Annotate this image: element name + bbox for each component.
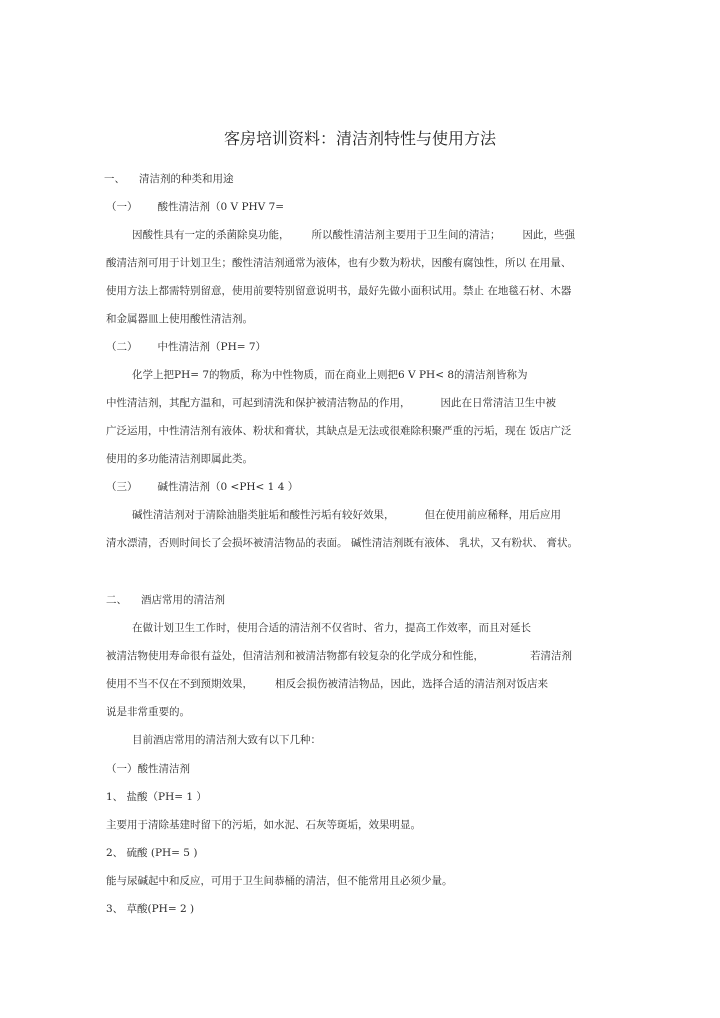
- item2-desc: 能与尿碱起中和反应，可用于卫生间恭桶的清洁，但不能常用且必须少量。: [106, 875, 453, 887]
- section1-heading-num: 一、: [104, 173, 125, 185]
- sub1-para-line2: 酸清洁剂可用于计划卫生；酸性清洁剂通常为液体，也有少数为粉状，因酸有腐蚀性，所以 在用量、: [106, 257, 572, 269]
- sub1-title: 酸性清洁剂（0 V PHV 7=: [157, 201, 285, 213]
- sub3-p1a: 碱性清洁剂对于清除油脂类脏垢和酸性污垢有较好效果，: [132, 509, 395, 521]
- sub3-p1b: 但在使用前应稀释，用后应用: [424, 509, 561, 521]
- section2-p2b: 若清洁剂: [530, 650, 572, 662]
- sub3-para-line2: 清水漂清，否则时间长了会损坏被清洁物品的表面。 碱性清洁剂既有液体、 乳状，又有粉状、 膏状。: [106, 537, 579, 549]
- sub3-para-line1: [132, 508, 561, 522]
- section2-para-line4: 说是非常重要的。: [106, 706, 190, 718]
- sub2-para-line4: 使用的多功能清洁剂即属此类。: [106, 453, 253, 465]
- sub3-heading: [106, 480, 298, 494]
- section2-p3b: 相反会损伤被清洁物品，因此，选择合适的清洁剂对饭店来: [275, 678, 548, 690]
- item1-desc: 主要用于清除基建时留下的污垢，如水泥、石灰等斑垢，效果明显。: [106, 819, 421, 831]
- section2-para-line2: [106, 649, 572, 663]
- section2-heading: [106, 593, 225, 607]
- section2-p3a: 使用不当不仅在不到预期效果，: [106, 678, 253, 690]
- section1-heading: [104, 172, 234, 186]
- sub3-label: （三）: [106, 481, 138, 493]
- section2-para-line3: [106, 677, 548, 691]
- section2-p2a: 被清洁物使用寿命很有益处，但清洁剂和被清洁物都有较复杂的化学成分和性能，: [106, 650, 484, 662]
- section2-heading-text: 酒店常用的清洁剂: [141, 594, 225, 606]
- section2-para-line1: 在做计划卫生工作时，使用合适的清洁剂不仅省时、省力，提高工作效率，而且对延长: [132, 622, 531, 634]
- item2-title: 2、 硫酸 (PH= 5 ): [106, 847, 198, 859]
- sub2-label: （二）: [106, 341, 138, 353]
- sub1-p1c: 因此，些强: [522, 229, 575, 241]
- sub3-title: 碱性清洁剂（0 <PH< 1 4 ）: [157, 481, 299, 493]
- sub2-p2b: 因此在日常清洁卫生中被: [440, 397, 556, 409]
- sub1-p1b: 所以酸性清洁剂主要用于卫生间的清洁；: [311, 229, 501, 241]
- sub1-heading: [106, 200, 284, 214]
- sub2-para-line3: 广泛运用，中性清洁剂有液体、粉状和膏状，其缺点是无法或很难除积聚严重的污垢，现在 饭店广泛: [106, 425, 572, 437]
- sub2-para-line2: [106, 396, 556, 410]
- sub1-para-line1: [132, 228, 575, 242]
- sub1-para-line4: 和金属器皿上使用酸性清洁剂。: [106, 313, 253, 325]
- sub2-title: 中性清洁剂（PH= 7）: [157, 341, 267, 353]
- sub2-para-line1: 化学上把PH= 7的物质，称为中性物质，而在商业上则把6 V PH< 8的清洁剂皆称为: [132, 369, 528, 381]
- sub2-heading: [106, 340, 266, 354]
- section2-sub1-title: （一）酸性清洁剂: [106, 763, 190, 775]
- document-title: 客房培训资料：清洁剂特性与使用方法: [223, 129, 496, 148]
- item3-title: 3、 草酸(PH= 2 ): [106, 903, 195, 915]
- sub1-label: （一）: [106, 201, 138, 213]
- section1-heading-text: 清洁剂的种类和用途: [139, 173, 234, 185]
- sub2-p2a: 中性清洁剂，其配方温和，可起到清洗和保护被清洁物品的作用，: [106, 397, 411, 409]
- section2-para-line5: 目前酒店常用的清洁剂大致有以下几种：: [132, 734, 321, 746]
- sub1-para-line3: 使用方法上都需特别留意，使用前要特别留意说明书，最好先做小面积试用。禁止 在地毯石材、木器: [106, 285, 572, 297]
- item1-title: 1、 盐酸（PH= 1 ）: [106, 791, 207, 803]
- section2-heading-num: 二、: [106, 594, 127, 606]
- sub1-p1a: 因酸性具有一定的杀菌除臭功能，: [132, 229, 290, 241]
